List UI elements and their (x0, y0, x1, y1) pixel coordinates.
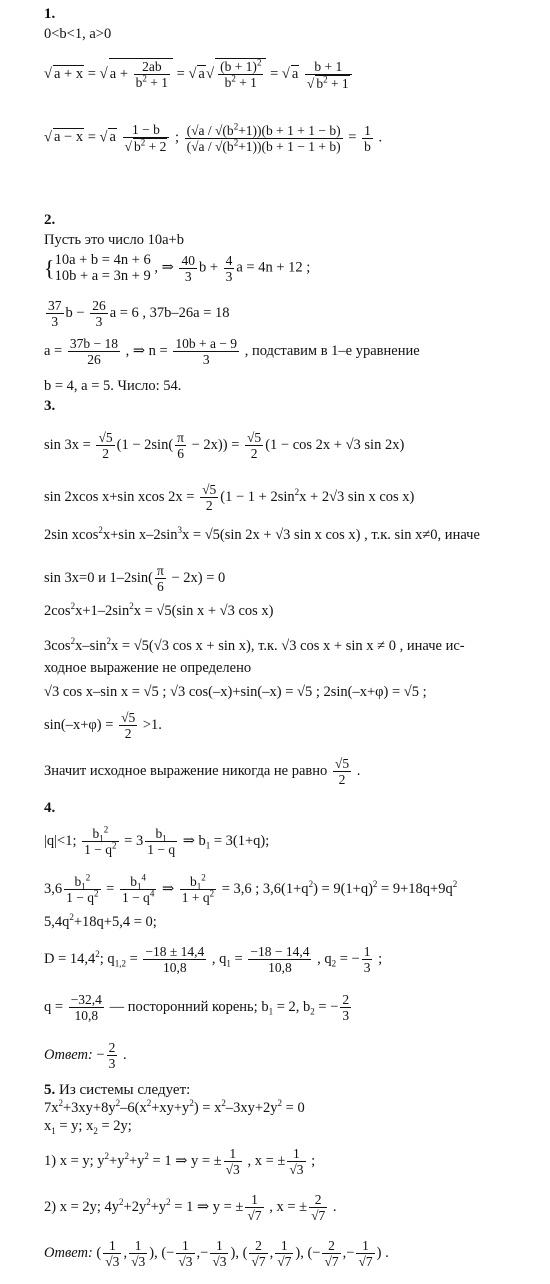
problem-3-number: 3. (44, 398, 56, 414)
problem-3-line-6: $3\cos^2x-\sin^2x = √5(√3$ cos x + sin x), т.к. √3 cos x + sin x ≠ 0 , иначе ис- (44, 636, 465, 654)
problem-2-line-3: a = $\frac{37b - 18}{26}$ , ⇒ n = $\frac{10b + a - 9}{3}$ , подставим в 1–е уравнение (44, 336, 420, 367)
problem-5-intro-text: Из системы следует: (59, 1082, 191, 1098)
problem-4-line-4: $D = 14,4^2$; $q_{1,2}$ = $\frac{-18 \pm 14,4}{10,8}$ , $q_1$ = $\frac{-18 - 14,4}{10,8}$ , $q_2$ = − $\frac{1}{3}$ ; (44, 944, 383, 975)
problem-4-line-5: q = $\frac{-32,4}{10,8}$ — посторонний корень; $b_1 = 2$, $b_2$ = − $\frac{2}{3}$ (44, 992, 350, 1023)
problem-1-line-2: √ a − x = √ a $\frac{1 - b}{√ b^2 + 2}$ ; $\frac{(√a / √(b^2+1))(b + 1 + 1 - b)}{(√a / √(b^2+1))(b + 1 - 1 + b)}$ = $\frac{1}{b}$ . (44, 121, 383, 154)
problem-4-number: 4. (44, 800, 56, 816)
problem-5-line-4: 2) x = 2y; $4y^2+2y^2+y^2 = 1$ ⇒ y = ± $\frac{1}{√7}$ , x = ± $\frac{2}{√7}$ . (44, 1192, 337, 1223)
problem-4-extraneous: — посторонний корень; (109, 998, 258, 1015)
problem-3-otherwise: иначе ис- (406, 638, 465, 654)
problem-3-line-1: sin 3x = $\frac{√5}{2}$ (1 − 2sin( $\frac{\pi}{6}$ − 2x)) = $\frac{√5}{2}$ (1 − cos 2x + √3 sin 2x) (44, 430, 405, 461)
problem-5-number: 5. (44, 1082, 56, 1098)
problem-3-because-1: т.к. sin x≠0, иначе (371, 527, 480, 543)
problem-2-line-2: $\frac{37}{3}$ b − $\frac{26}{3}$ a = 6 , 37b–26a = 18 (48, 298, 230, 329)
problem-3-line-4-text: sin 3x=0 и 1–2sin (44, 569, 149, 586)
problem-3-line-5: $2\cos^2x+1-2\sin^2x = √5(\sin$ x + √3 cos x) (44, 601, 274, 619)
problem-2-substitute-text: подставим в 1–е уравнение (251, 342, 420, 359)
problem-3-conclusion-text: Значит исходное выражение никогда не равно (44, 762, 328, 779)
problem-2-intro: Пусть это число 10a+b (44, 232, 184, 248)
problem-4-line-3: $5,4q^2+18q+5,4 = 0$; (44, 912, 157, 930)
problem-3-conclusion: Значит исходное выражение никогда не равно $\frac{√5}{2}$ . (44, 756, 361, 787)
problem-2-result: b = 4, a = 5. Число: 54. (44, 378, 182, 394)
problem-3-line-7: √3 cos x–sin x = √5 ; √3 cos(–x)+sin(–x) = √5 ; 2sin(–x+φ) = √5 ; (44, 684, 427, 700)
problem-5-intro (44, 1082, 190, 1099)
problem-5-line-3: 1) x = y; $y^2+y^2+y^2 = 1$ ⇒ y = ± $\frac{1}{√3}$ , x = ± $\frac{1}{√3}$ ; (44, 1146, 316, 1177)
problem-3-line-3: 2sin xcos$^2$x+sin $x-2\sin^3x = √5(\sin$ 2x + √3 sin x cos x) , т.к. sin x≠0, иначе (44, 525, 480, 543)
problem-3-undefined: ходное выражение не определено (44, 660, 252, 676)
problem-3-line-4: sin 3x=0 и 1–2sin( $\frac{\pi}{6}$ − 2x) = 0 (44, 563, 226, 594)
problem-1-condition: 0<b<1, a>0 (44, 26, 112, 42)
problem-5-answer: Ответ: ( $\frac{1}{√3}$ , $\frac{1}{√3}$ ), (− $\frac{1}{√3}$ ,− $\frac{1}{√3}$ ), ( $\frac{2}{√7}$ , $\frac{1}{√7}$ ), (− $\frac{2}{√7}$ ,− $\frac{1}{√7}$ ) . (44, 1238, 389, 1269)
problem-5-line-2: $x_1 = y$; $x_2 = 2y$; (44, 1118, 132, 1136)
problem-2-system: {10a + b = 4n + 6 10b + a = 3n + 9 , ⇒ $\frac{40}{3}$ b + $\frac{4}{3}$ a = 4n + 12 ; (44, 252, 311, 284)
problem-4-line-1: |q|<1; $\frac{b_1^2}{1 - q^2}$ = 3 $\frac{b_1}{1 - q}$ ⇒ $b_1 = 3(1+q)$; (44, 824, 270, 857)
problem-2-number: 2. (44, 212, 56, 228)
problem-1-number: 1. (44, 6, 56, 22)
problem-3-because-2: т.к. (258, 638, 278, 654)
problem-1-line-1: √ a + x = √ a + $\frac{2ab}{b^2 + 1}$ = √ a√ $\frac{(b + 1)^2}{b^2 + 1}$ = √ a $\frac{b + 1}{√ b^2 + 1}$ (44, 58, 354, 91)
problem-4-answer-label: Ответ: (44, 1046, 93, 1063)
problem-5-answer-label: Ответ: (44, 1244, 93, 1261)
problem-4-line-2: 3,6 $\frac{b_1^2}{1 - q^2}$ = $\frac{b_1^4}{1 - q^4}$ ⇒ $\frac{b_1^2}{1 + q^2}$ = 3,6 ; $3,6(1+q^2) = 9(1+q)^2 = 9+18q+9q^2$ (44, 872, 458, 905)
problem-5-line-1: $7x^2+3xy+8y^2-6(x^2+xy+y^2) = x^2-3xy+2y^2 = 0$ (44, 1098, 305, 1116)
problem-3-line-2: sin 2xcos x+sin xcos 2x = $\frac{√5}{2}$ ($1 - 1 + 2\sin^2x + 2√3$ sin x cos x) (44, 482, 415, 513)
problem-4-answer: Ответ: − $\frac{2}{3}$ . (44, 1040, 127, 1071)
problem-3-line-8: sin(–x+φ) = $\frac{√5}{2}$ >1. (44, 710, 162, 741)
